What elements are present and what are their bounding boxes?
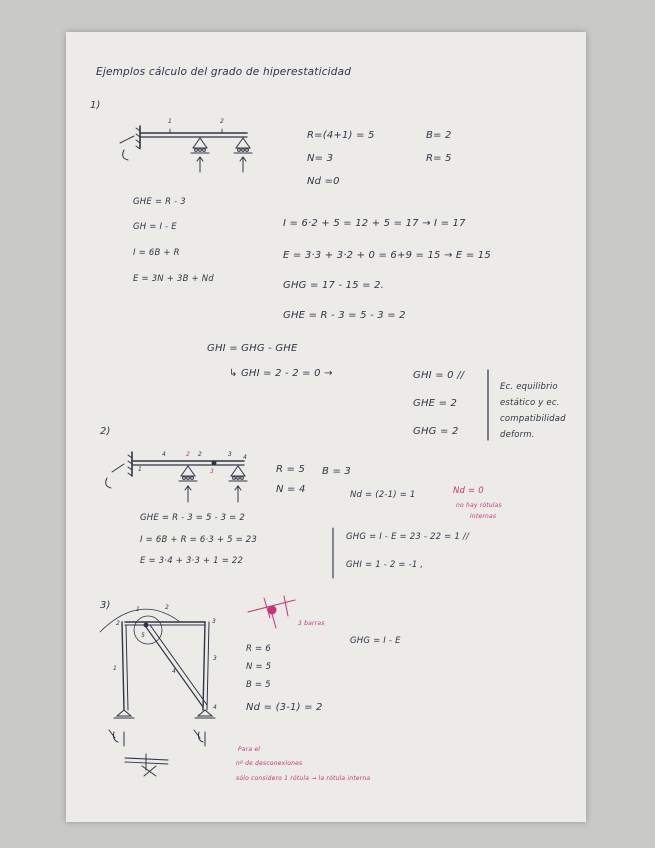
ex3-pink-label: 3 barras bbox=[298, 620, 325, 627]
ex2-node-label: 2 bbox=[186, 451, 191, 458]
ex3-pink-note: nº de desconexiones bbox=[236, 760, 303, 767]
page-title: Ejemplos cálculo del grado de hiperestaticidad bbox=[96, 66, 352, 78]
pink-hinge-sketch bbox=[248, 596, 295, 628]
ex3-node-label: 4 bbox=[213, 704, 218, 711]
ex1-ghg-res: GHG = 2 bbox=[413, 426, 459, 437]
ex2-node-label: 4 bbox=[243, 454, 248, 461]
ex1-nd: Nd =0 bbox=[307, 176, 340, 187]
ex3-node-label: 1 bbox=[136, 606, 141, 613]
ex1-gh-def: GH = I - E bbox=[133, 222, 177, 232]
ex1-i-def: I = 6B + R bbox=[133, 248, 180, 258]
ex3-bar-label: 4 bbox=[172, 668, 177, 675]
ex2-ghg: GHG = I - E = 23 - 22 = 1 // bbox=[346, 532, 470, 542]
ex1-n: N= 3 bbox=[307, 153, 334, 164]
ex3-nd: Nd = (3-1) = 2 bbox=[246, 702, 323, 713]
ex3-node-label: 2 bbox=[116, 620, 121, 627]
ex1-r: R=(4+1) = 5 bbox=[307, 130, 375, 141]
ex1-b: B= 2 bbox=[426, 130, 452, 141]
ex3-node-label: 5 bbox=[141, 632, 146, 639]
ex1-ghi-val: ↳ GHI = 2 - 2 = 0 → bbox=[229, 368, 333, 379]
ex1-note: estático y ec. bbox=[500, 398, 560, 408]
beam-diagram-1 bbox=[120, 126, 252, 172]
ex1-note: Ec. equilibrio bbox=[500, 382, 558, 392]
ex3-number: 3) bbox=[100, 600, 111, 611]
ex2-n: N = 4 bbox=[276, 484, 306, 495]
ex1-ghg-val: GHG = 17 - 15 = 2. bbox=[283, 280, 385, 291]
ex2-nd-pink: Nd = 0 bbox=[453, 486, 484, 496]
ex1-e-def: E = 3N + 3B + Nd bbox=[133, 274, 214, 284]
ex1-ghi-def: GHI = GHG - GHE bbox=[207, 343, 298, 354]
ex1-ghe-val: GHE = R - 3 = 5 - 3 = 2 bbox=[283, 310, 406, 321]
frame-diagram-3 bbox=[100, 609, 218, 776]
ex3-node-label: 3 bbox=[212, 618, 217, 625]
ex3-bar-label: 3 bbox=[213, 655, 218, 662]
ex3-node-label: 2 bbox=[165, 604, 170, 611]
ex2-nd: Nd = (2-1) = 1 bbox=[350, 490, 416, 500]
ex2-i: I = 6B + R = 6·3 + 5 = 23 bbox=[140, 535, 258, 545]
beam-diagram-2 bbox=[106, 452, 247, 502]
ex3-r: R = 6 bbox=[246, 644, 271, 654]
ex1-note: compatibilidad bbox=[500, 414, 566, 424]
ex2-ghe: GHE = R - 3 = 5 - 3 = 2 bbox=[140, 513, 246, 523]
ex3-bar-label: 1 bbox=[113, 665, 118, 672]
ex3-b: B = 5 bbox=[246, 680, 271, 690]
ex1-node-label: 1 bbox=[168, 118, 173, 125]
ex1-note: deform. bbox=[500, 430, 535, 440]
ex2-pink-note: internas bbox=[470, 513, 497, 520]
ex1-i-val: I = 6·2 + 5 = 12 + 5 = 17 → I = 17 bbox=[283, 218, 466, 229]
ex2-node-label: 3 bbox=[228, 451, 233, 458]
ex3-pink-note: sólo considero 1 rótula → la rótula interna bbox=[236, 775, 371, 782]
ex1-ghi-res: GHI = 0 // bbox=[413, 370, 465, 381]
ex3-ghg: GHG = I - E bbox=[350, 636, 401, 646]
ex2-node-label: 2 bbox=[198, 451, 203, 458]
ex2-pink-note: no hay rótulas bbox=[456, 502, 502, 509]
ex1-ghe-def: GHE = R - 3 bbox=[133, 197, 186, 207]
ex1-ghe-res: GHE = 2 bbox=[413, 398, 458, 409]
ex2-number: 2) bbox=[100, 426, 111, 437]
ex1-node-label: 2 bbox=[220, 118, 225, 125]
ex2-node-label: 1 bbox=[138, 466, 143, 473]
ex1-e-val: E = 3·3 + 3·2 + 0 = 6+9 = 15 → E = 15 bbox=[283, 250, 491, 261]
ex2-r: R = 5 bbox=[276, 464, 306, 475]
ex2-b: B = 3 bbox=[322, 466, 351, 477]
ex3-pink-note: Para el bbox=[238, 746, 261, 753]
ex1-number: 1) bbox=[90, 100, 101, 111]
ex2-e: E = 3·4 + 3·3 + 1 = 22 bbox=[140, 556, 244, 566]
ex2-node-label: 3 bbox=[210, 468, 215, 475]
ex2-ghi: GHI = 1 - 2 = -1 , bbox=[346, 560, 424, 570]
ex2-node-label: 4 bbox=[162, 451, 167, 458]
ex3-n: N = 5 bbox=[246, 662, 272, 672]
ex1-r2: R= 5 bbox=[426, 153, 452, 164]
